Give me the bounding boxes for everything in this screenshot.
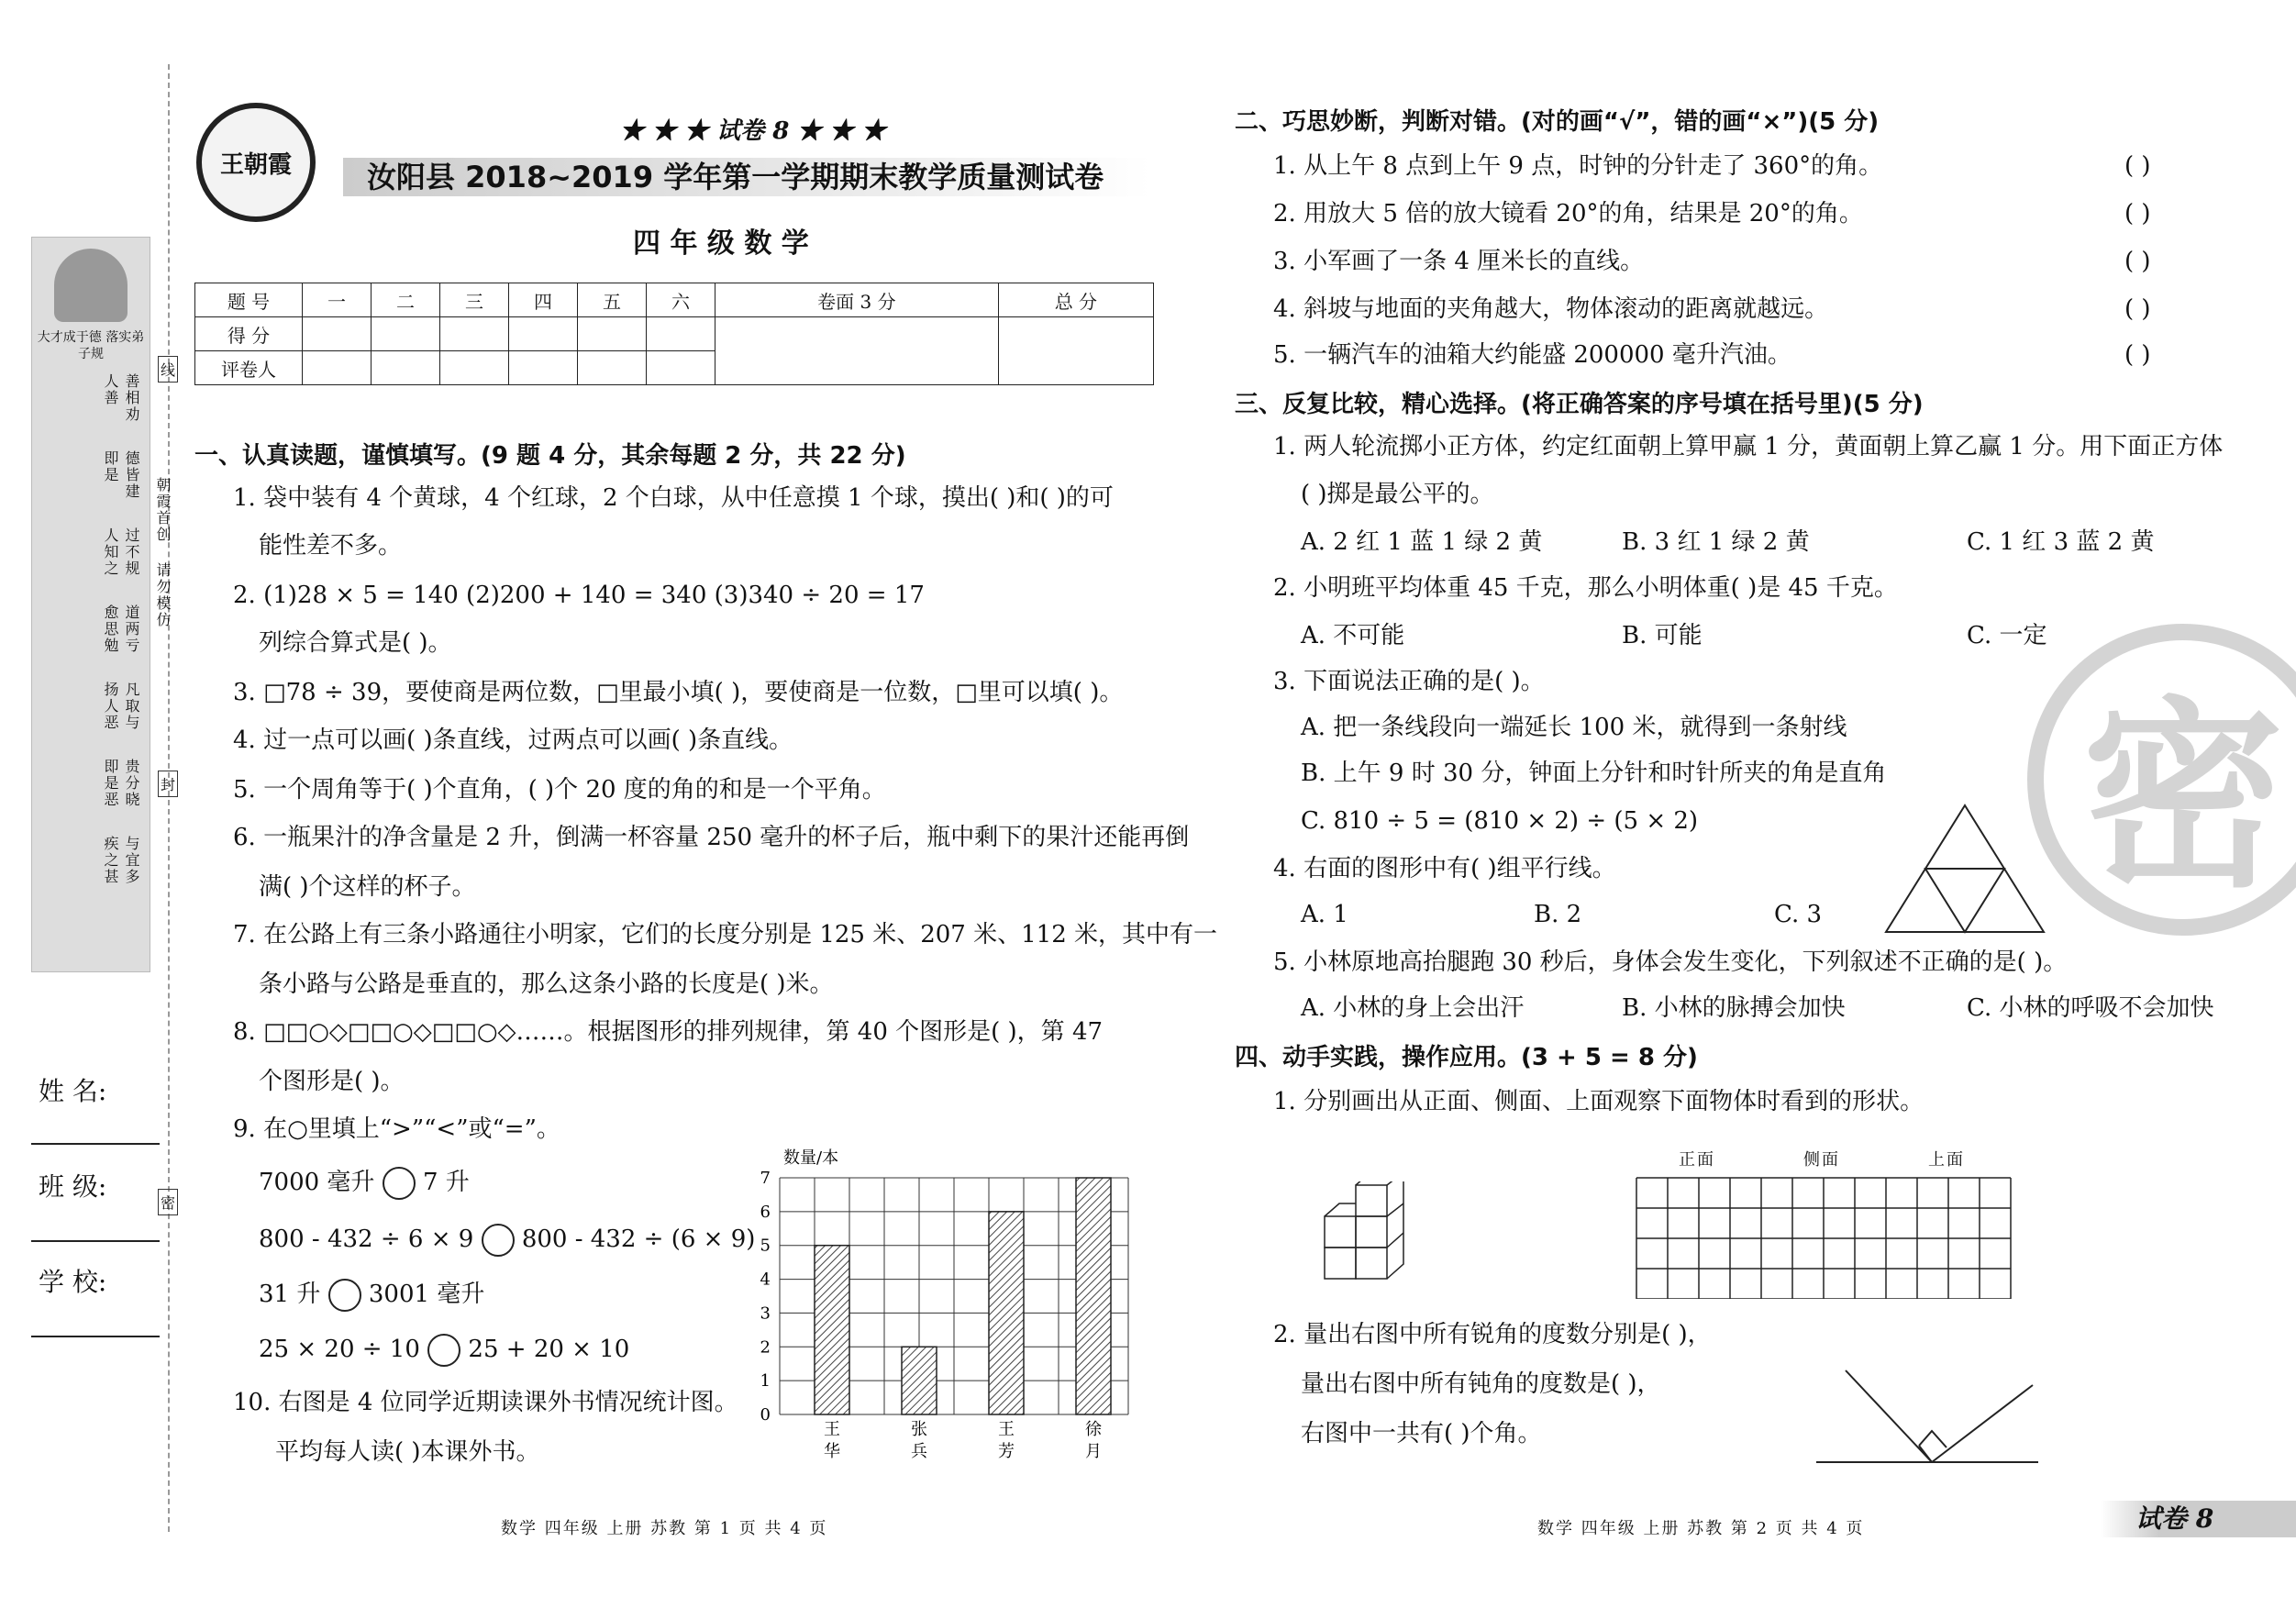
x-tick-label: 王 — [824, 1420, 840, 1439]
score-input[interactable] — [715, 317, 999, 385]
compare-right: 25 + 20 × 10 — [468, 1336, 630, 1363]
class-label: 班 级: — [39, 1171, 107, 1202]
score-cell: 评卷人 — [195, 351, 303, 385]
y-tick-label: 0 — [760, 1405, 771, 1425]
choice-option[interactable]: A. 2 红 1 蓝 1 绿 2 黄 — [1301, 528, 1543, 556]
compare-right: 800 - 432 ÷ (6 × 9) — [521, 1225, 756, 1253]
score-cell: 得 分 — [195, 317, 303, 351]
score-cell: 总 分 — [998, 283, 1153, 317]
score-input[interactable] — [372, 351, 440, 385]
y-tick-label: 4 — [760, 1270, 771, 1290]
footer-left: 数学 四年级 上册 苏教 第 1 页 共 4 页 — [501, 1519, 828, 1538]
page-title: 汝阳县 2018~2019 学年第一学期期末教学质量测试卷 — [367, 160, 1104, 194]
motto-col: 贵分晓 即是恶 — [102, 759, 140, 808]
question-3: 3. □78 ÷ 39，要使商是两位数，□里最小填( )，要使商是一位数，□里可以填( )。 — [233, 679, 1124, 706]
x-tick-label: 芳 — [998, 1442, 1015, 1461]
class-field[interactable] — [31, 1240, 160, 1242]
judge-item: 2. 用放大 5 倍的放大镜看 20°的角，结果是 20°的角。 — [1273, 200, 1863, 227]
y-tick-label: 1 — [760, 1371, 771, 1392]
score-cell: 一 — [303, 283, 372, 317]
score-input[interactable] — [372, 317, 440, 351]
y-axis-label: 数量/本 — [783, 1148, 839, 1168]
choice-option[interactable]: B. 3 红 1 绿 2 黄 — [1622, 528, 1810, 556]
section3-heading: 三、反复比较，精心选择。(将正确答案的序号填在括号里)(5 分) — [1235, 391, 1924, 418]
choice-question: 4. 右面的图形中有( )组平行线。 — [1273, 855, 1616, 882]
mark-dense: 密 — [158, 1189, 178, 1215]
question-1: 1. 袋中装有 4 个黄球，4 个红球，2 个白球，从中任意摸 1 个球，摸出( )和( )的可 — [233, 484, 1114, 512]
x-tick-label: 华 — [824, 1442, 840, 1461]
mark-seal: 封 — [158, 771, 178, 797]
angle-figure — [1813, 1367, 2042, 1468]
y-tick-label: 7 — [760, 1169, 771, 1188]
choice-question: 5. 小林原地高抬腿跑 30 秒后，身体会发生变化，下列叙述不正确的是( )。 — [1273, 948, 2068, 976]
choice-option[interactable]: C. 一定 — [1967, 622, 2047, 649]
score-input[interactable] — [303, 317, 372, 351]
judge-answer[interactable]: ( ) — [2124, 295, 2151, 323]
practice-question: 1. 分别画出从正面、侧面、上面观察下面物体时看到的形状。 — [1273, 1088, 1924, 1115]
compare-circle[interactable] — [482, 1224, 515, 1257]
y-tick-label: 5 — [760, 1236, 771, 1256]
choice-option[interactable]: C. 小林的呼吸不会加快 — [1967, 994, 2214, 1022]
school-field[interactable] — [31, 1336, 160, 1337]
bar — [902, 1347, 937, 1414]
judge-item: 5. 一辆汽车的油箱大约能盛 200000 毫升汽油。 — [1273, 341, 1791, 369]
choice-option[interactable]: B. 小林的脉搏会加快 — [1622, 994, 1846, 1022]
choice-option[interactable]: A. 把一条线段向一端延长 100 米，就得到一条射线 — [1301, 714, 1847, 741]
judge-item: 3. 小军画了一条 4 厘米长的直线。 — [1273, 248, 1645, 275]
practice-question: 2. 量出右图中所有锐角的度数分别是( )， — [1273, 1321, 1712, 1348]
x-tick-label: 王 — [998, 1420, 1015, 1439]
question-1-cont: 能性差不多。 — [259, 532, 403, 560]
score-row-points — [195, 317, 1154, 351]
bar-chart — [752, 1147, 1137, 1468]
page-subtitle: 四 年 级 数 学 — [633, 227, 809, 260]
question-5: 5. 一个周角等于( )个直角，( )个 20 度的角的和是一个平角。 — [233, 776, 886, 804]
score-cell: 四 — [509, 283, 578, 317]
question-10: 10. 右图是 4 位同学近期读课外书情况统计图。 — [233, 1389, 738, 1416]
compare-row — [259, 1224, 755, 1257]
score-input[interactable] — [509, 351, 578, 385]
question-7: 7. 在公路上有三条小路通往小明家，它们的长度分别是 125 米、207 米、112 米，其中有一 — [233, 921, 1218, 948]
compare-right: 7 升 — [422, 1169, 470, 1196]
motto-col: 与宜多 疾之甚 — [102, 836, 140, 885]
y-tick-label: 6 — [760, 1202, 771, 1222]
question-2-cont: 列综合算式是( )。 — [259, 629, 452, 657]
judge-answer[interactable]: ( ) — [2124, 152, 2151, 180]
stars-label: ★ ★ ★ 试卷 8 ★ ★ ★ — [620, 117, 886, 145]
motto-columns — [39, 373, 142, 900]
score-input[interactable] — [578, 317, 647, 351]
question-2: 2. (1)28 × 5 = 140 (2)200 + 140 = 340 (3)340 ÷ 20 = 17 — [233, 582, 925, 609]
question-6-cont: 满( )个这样的杯子。 — [259, 873, 476, 901]
question-8: 8. □□○◇□□○◇□□○◇……。根据图形的排列规律，第 40 个图形是( )，第 47 — [233, 1018, 1104, 1046]
score-input[interactable] — [647, 351, 715, 385]
motto-text: 大才成于德 落实弟子规 — [37, 330, 145, 361]
section4-heading: 四、动手实践，操作应用。(3 + 5 = 8 分) — [1235, 1044, 1698, 1071]
x-tick-label: 徐 — [1085, 1420, 1102, 1439]
compare-row — [259, 1279, 484, 1312]
choice-option[interactable]: B. 上午 9 时 30 分，钟面上分针和时针所夹的角是直角 — [1301, 760, 1887, 787]
footer-badge: 试卷 8 — [2135, 1503, 2214, 1534]
practice-question-cont: 右图中一共有( )个角。 — [1301, 1420, 1542, 1447]
score-input[interactable] — [578, 351, 647, 385]
choice-question: 3. 下面说法正确的是( )。 — [1273, 668, 1545, 695]
motto-panel — [31, 237, 150, 972]
scholar-illustration — [54, 249, 128, 322]
score-input[interactable] — [509, 317, 578, 351]
choice-option[interactable]: C. 3 — [1774, 901, 1823, 928]
score-cell: 二 — [372, 283, 440, 317]
motto-col: 道两亏 愈思勉 — [102, 604, 140, 654]
brand-logo — [196, 103, 316, 222]
cube-stack-figure — [1321, 1181, 1422, 1282]
score-cell: 题 号 — [195, 283, 303, 317]
compare-left: 31 升 — [259, 1281, 321, 1308]
judge-answer[interactable]: ( ) — [2124, 341, 2151, 369]
compare-circle[interactable] — [383, 1167, 416, 1200]
question-10-cont: 平均每人读( )本课外书。 — [275, 1438, 540, 1466]
choice-option[interactable]: A. 1 — [1301, 901, 1348, 928]
compare-circle[interactable] — [427, 1334, 460, 1367]
choice-question: 1. 两人轮流掷小正方体，约定红面朝上算甲赢 1 分，黄面朝上算乙赢 1 分。用下面正方体 — [1273, 433, 2224, 460]
bar — [1076, 1178, 1111, 1414]
y-tick-label: 2 — [760, 1337, 771, 1358]
question-9: 9. 在○里填上“>”“<”或“=”。 — [233, 1115, 560, 1143]
question-6: 6. 一瓶果汁的净含量是 2 升，倒满一杯容量 250 毫升的杯子后，瓶中剩下的果汁还能再倒 — [233, 824, 1190, 851]
x-tick-label: 张 — [911, 1420, 927, 1439]
score-cell: 五 — [578, 283, 647, 317]
question-4: 4. 过一点可以画( )条直线，过两点可以画( )条直线。 — [233, 726, 793, 754]
question-7-cont: 条小路与公路是垂直的，那么这条小路的长度是( )米。 — [259, 970, 834, 998]
bar — [989, 1212, 1024, 1414]
motto-col: 善相劝 人善 — [102, 373, 140, 423]
score-cell: 三 — [440, 283, 509, 317]
practice-question-cont: 量出右图中所有钝角的度数是( )， — [1301, 1370, 1661, 1398]
question-8-cont: 个图形是( )。 — [259, 1068, 405, 1095]
choice-option[interactable]: B. 可能 — [1622, 622, 1703, 649]
score-input[interactable] — [647, 317, 715, 351]
name-field[interactable] — [31, 1143, 160, 1145]
x-tick-label: 兵 — [911, 1442, 927, 1461]
compare-left: 7000 毫升 — [259, 1169, 375, 1196]
score-input[interactable] — [998, 317, 1153, 385]
score-input[interactable] — [440, 351, 509, 385]
footer-right: 数学 四年级 上册 苏教 第 2 页 共 4 页 — [1537, 1519, 1865, 1538]
score-cell: 卷面 3 分 — [715, 283, 999, 317]
vertical-note: 朝霞首创 请勿模仿 — [154, 477, 172, 628]
choice-question: 2. 小明班平均体重 45 千克，那么小明体重( )是 45 千克。 — [1273, 574, 1898, 602]
choice-option[interactable]: B. 2 — [1534, 901, 1582, 928]
y-tick-label: 3 — [760, 1303, 771, 1324]
compare-left: 800 - 432 ÷ 6 × 9 — [259, 1225, 474, 1253]
motto-col: 德皆建 即是 — [102, 450, 140, 500]
judge-answer[interactable]: ( ) — [2124, 200, 2151, 227]
name-label: 姓 名: — [39, 1076, 107, 1106]
judge-item: 4. 斜坡与地面的夹角越大，物体滚动的距离就越远。 — [1273, 295, 1829, 323]
choice-option[interactable]: C. 1 红 3 蓝 2 黄 — [1967, 528, 2155, 556]
mark-line: 线 — [158, 356, 178, 383]
compare-circle[interactable] — [328, 1279, 361, 1312]
section2-heading: 二、巧思妙断，判断对错。(对的画“√”，错的画“×”)(5 分) — [1235, 108, 1880, 136]
score-cell: 六 — [647, 283, 715, 317]
judge-item: 1. 从上午 8 点到上午 9 点，时钟的分针走了 360°的角。 — [1273, 152, 1883, 180]
choice-option[interactable]: A. 小林的身上会出汗 — [1301, 994, 1525, 1022]
view-label-top: 上面 — [1928, 1150, 1965, 1170]
margin-dotted-line — [168, 64, 170, 1532]
triangle-figure — [1882, 802, 2047, 936]
compare-left: 25 × 20 ÷ 10 — [259, 1336, 420, 1363]
choice-option[interactable]: C. 810 ÷ 5 = (810 × 2) ÷ (5 × 2) — [1301, 807, 1699, 835]
section1-heading: 一、认真读题，谨慎填写。(9 题 4 分，其余每题 2 分，共 22 分) — [194, 442, 906, 470]
drawing-grid[interactable] — [1635, 1176, 2014, 1299]
view-label-front: 正面 — [1679, 1150, 1715, 1170]
school-label: 学 校: — [39, 1267, 107, 1297]
compare-row — [259, 1167, 470, 1200]
judge-answer[interactable]: ( ) — [2124, 248, 2151, 275]
view-label-side: 侧面 — [1803, 1150, 1840, 1170]
choice-question-cont: ( )掷是最公平的。 — [1301, 481, 1494, 508]
bar — [815, 1246, 849, 1414]
logo-text: 王朝霞 — [219, 150, 292, 179]
motto-col: 凡取与 扬人恶 — [102, 682, 140, 731]
confidential-stamp — [2027, 624, 2296, 936]
compare-row — [259, 1334, 629, 1367]
score-input[interactable] — [440, 317, 509, 351]
stamp-text: 密 — [2081, 680, 2284, 915]
score-input[interactable] — [303, 351, 372, 385]
compare-right: 3001 毫升 — [368, 1281, 485, 1308]
motto-col: 过不规 人知之 — [102, 527, 140, 577]
score-row-header — [195, 283, 1154, 317]
x-tick-label: 月 — [1085, 1442, 1102, 1461]
score-table — [194, 283, 1154, 385]
choice-option[interactable]: A. 不可能 — [1301, 622, 1405, 649]
